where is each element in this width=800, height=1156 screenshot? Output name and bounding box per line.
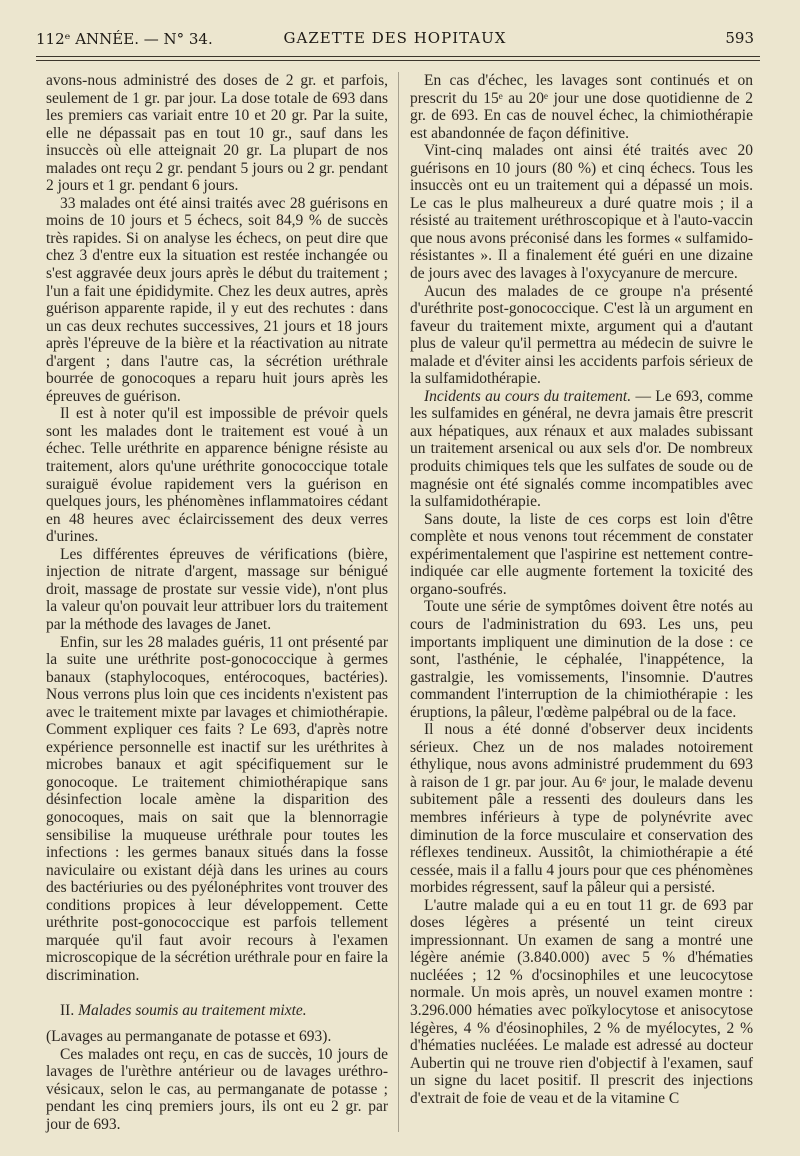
paragraph: Enfin, sur les 28 malades guéris, 11 ont présenté par la suite une uréthrite post-gonococcique à germes banaux (staphylocoques, entérocoques, bactéries). Nous verrons plus loin que ces incidents n'existent pas avec le traitement mixte par lavages et chimiothérapie. Comment expliquer ces faits ? Le 693, d'après notre expérience personnelle est inactif sur les uréthrites à microbes banaux et agit spécifiquement sur le gonocoque. Le traitement chimiothérapique sans désinfection locale amène la disparition des gonocoques, mais on sait que la blennorragie sensibilise la muqueuse uréthrale pour toutes les infections : les germes banaux situés dans la fosse naviculaire ou existant déjà dans les urines au cours des bactériuries ou des pyélonéphrites vont trouver des conditions propices à leur développement. Cette uréthrite post-gonococcique est parfois tellement marquée qu'il faut avoir recours à l'examen microscopique de la sécrétion uréthrale pour en faire la discrimination.: [46, 633, 388, 984]
left-column: [46, 72, 388, 1133]
paragraph: En cas d'échec, les lavages sont continués et on prescrit du 15ᵉ au 20ᵉ jour une dose quotidienne de 2 gr. de 693. En cas de nouvel échec, la chimiothérapie est abandonnée de façon définitive.: [410, 72, 753, 142]
right-column: [410, 72, 753, 1107]
issue-number: 112ᵉ ANNÉE. — N° 34.: [36, 30, 213, 48]
paragraph: Il nous a été donné d'observer deux incidents sérieux. Chez un de nos malades notoirement éthylique, nous avons administré prudemment du 693 à raison de 1 gr. par jour. Au 6ᵉ jour, le malade devenu subitement pâle a ressenti des douleurs dans les membres inférieurs à type de polynévrite avec diminution de la force musculaire et conservation des réflexes tendineux. Aussitôt, la chimiothérapie a été cessée, mais il a fallu 4 jours pour que ces phénomènes morbides régressent, sauf la pâleur qui a persisté.: [410, 721, 753, 897]
paragraph: (Lavages au permanganate de potasse et 693).: [46, 1027, 332, 1045]
paragraph: Ces malades ont reçu, en cas de succès, 10 jours de lavages de l'urèthre antérieur ou de lavages uréthro-vésicaux, selon le cas, au permanganate de potasse ; pendant les cinq premiers jours, ils ont eu 2 gr. par jour de 693.: [46, 1045, 388, 1133]
paragraph: avons-nous administré des doses de 2 gr. et parfois, seulement de 1 gr. par jour. La dose totale de 693 dans les premiers cas variait entre 10 et 20 gr. Par la suite, elle ne dépassait pas en tout 10 gr., sauf dans les insuccès où elle atteignait 20 gr. La plupart de nos malades ont reçu 2 gr. pendant 5 jours ou 2 gr. pendant 2 jours et 1 gr. pendant 6 jours.: [46, 72, 388, 195]
header-rule: [36, 56, 760, 57]
page-number: 593: [725, 29, 754, 47]
incidents-text: — Le 693, comme les sulfamides en général, ne devra jamais être prescrit aux hépatiques, aux rénaux et aux malades subissant un traitement arsenical ou aux sels d'or. De nombreux produits chimiques tels que les sulfates de soude ou de magnésie ont été signalés comme incompatibles avec la sulfamidothérapie.: [410, 387, 753, 511]
journal-title: GAZETTE DES HOPITAUX: [283, 29, 507, 47]
paragraph: Les différentes épreuves de vérifications (bière, injection de nitrate d'argent, massage sur bénigué droit, massage de prostate sur vessie vide), n'ont plus la valeur qu'on pouvait leur attribuer lors du traitement par la méthode des lavages de Janet.: [46, 545, 388, 633]
paragraph-incidents: [410, 388, 753, 511]
header-rule-thin: [36, 60, 760, 61]
section-number: II.: [60, 1002, 75, 1020]
paragraph: Sans doute, la liste de ces corps est loin d'être complète et nous venons tout récemment de constater expérimentalement que l'aspirine est nettement contre-indiquée car elle augmente fortement la toxicité des organo-soufrés.: [410, 510, 753, 598]
page-header: [36, 28, 754, 50]
section-heading: [46, 1002, 388, 1020]
column-divider: [398, 72, 399, 1132]
paragraph: L'autre malade qui a eu en tout 11 gr. de 693 par doses légères a présenté un teint cireux impressionnant. Un examen de sang a montré une légère anémie (3.840.000) avec 5 % d'hématies nucléées ; 12 % d'ocsinophiles et une leucocytose normale. Un mois après, un nouvel examen montre : 3.296.000 hématies avec poïkylocytose et anisocytose légères, 4 % d'éosinophiles, 2 % de myélocytes, 2 % d'hématies nucléées. Le malade est adressé au docteur Aubertin qui ne trouve rien d'objectif à l'examen, sauf un signe du lacet positif. Il prescrit des injections d'extrait de foie de veau et de la vitamine C: [410, 896, 753, 1107]
incidents-heading: Incidents au cours du traitement.: [424, 387, 632, 405]
paragraph: 33 malades ont été ainsi traités avec 28 guérisons en moins de 10 jours et 5 échecs, soit 84,9 % de succès très rapides. Si on analyse les échecs, on peut dire que chez 3 d'entre eux la situation est restée inchangée ou s'est aggravée deux jours après le début du traitement ; l'un a fait une épididymite. Chez les deux autres, après guérison apparente rapide, il y eut des rechutes : dans un cas deux rechutes successives, 21 jours et 18 jours après l'épreuve de la bière et la réactivation au nitrate d'argent ; dans l'autre cas, la sécrétion uréthrale bourrée de gonocoques a reparu huit jours après les épreuves de guérison.: [46, 194, 388, 405]
paragraph: Aucun des malades de ce groupe n'a présenté d'uréthrite post-gonococcique. C'est là un argument en faveur du traitement mixte, argument qui a d'autant plus de valeur qu'il permettra au médecin de suivre le malade et d'éviter ainsi les accidents parfois sérieux de la sulfamidothérapie.: [410, 282, 753, 388]
paragraph: Il est à noter qu'il est impossible de prévoir quels sont les malades dont le traitement est voué à un échec. Telle uréthrite en apparence bénigne résiste au traitement, alors qu'une uréthrite gonococcique totale suraiguë évolue rapidement vers la guérison en quelques jours, les phénomènes inflammatoires cédant en 48 heures avec éclaircissement des deux verres d'urines.: [46, 405, 388, 546]
paragraph: Toute une série de symptômes doivent être notés au cours de l'administration du 693. Les uns, peu importants impliquent une diminution de la dose : ce sont, l'asthénie, le céphalée, l'inappétence, la gastralgie, les vomissements, l'insomnie. D'autres commandent l'interruption de la chimiothérapie : les éruptions, la pâleur, l'œdème palpébral ou de la face.: [410, 598, 753, 721]
paragraph: Vint-cinq malades ont ainsi été traités avec 20 guérisons en 10 jours (80 %) et cinq échecs. Tous les insuccès ont eu un traitement qui a dépassé un mois. Le cas le plus malheureux a duré quatre mois ; il a résisté au traitement uréthroscopique et à l'auto-vaccin que nous avons préconisé dans les formes « sulfamido-résistantes ». Il a finalement été guéri en une dizaine de jours avec des lavages à l'oxycyanure de mercure.: [410, 142, 753, 283]
section-title: Malades soumis au traitement mixte.: [78, 1002, 307, 1020]
